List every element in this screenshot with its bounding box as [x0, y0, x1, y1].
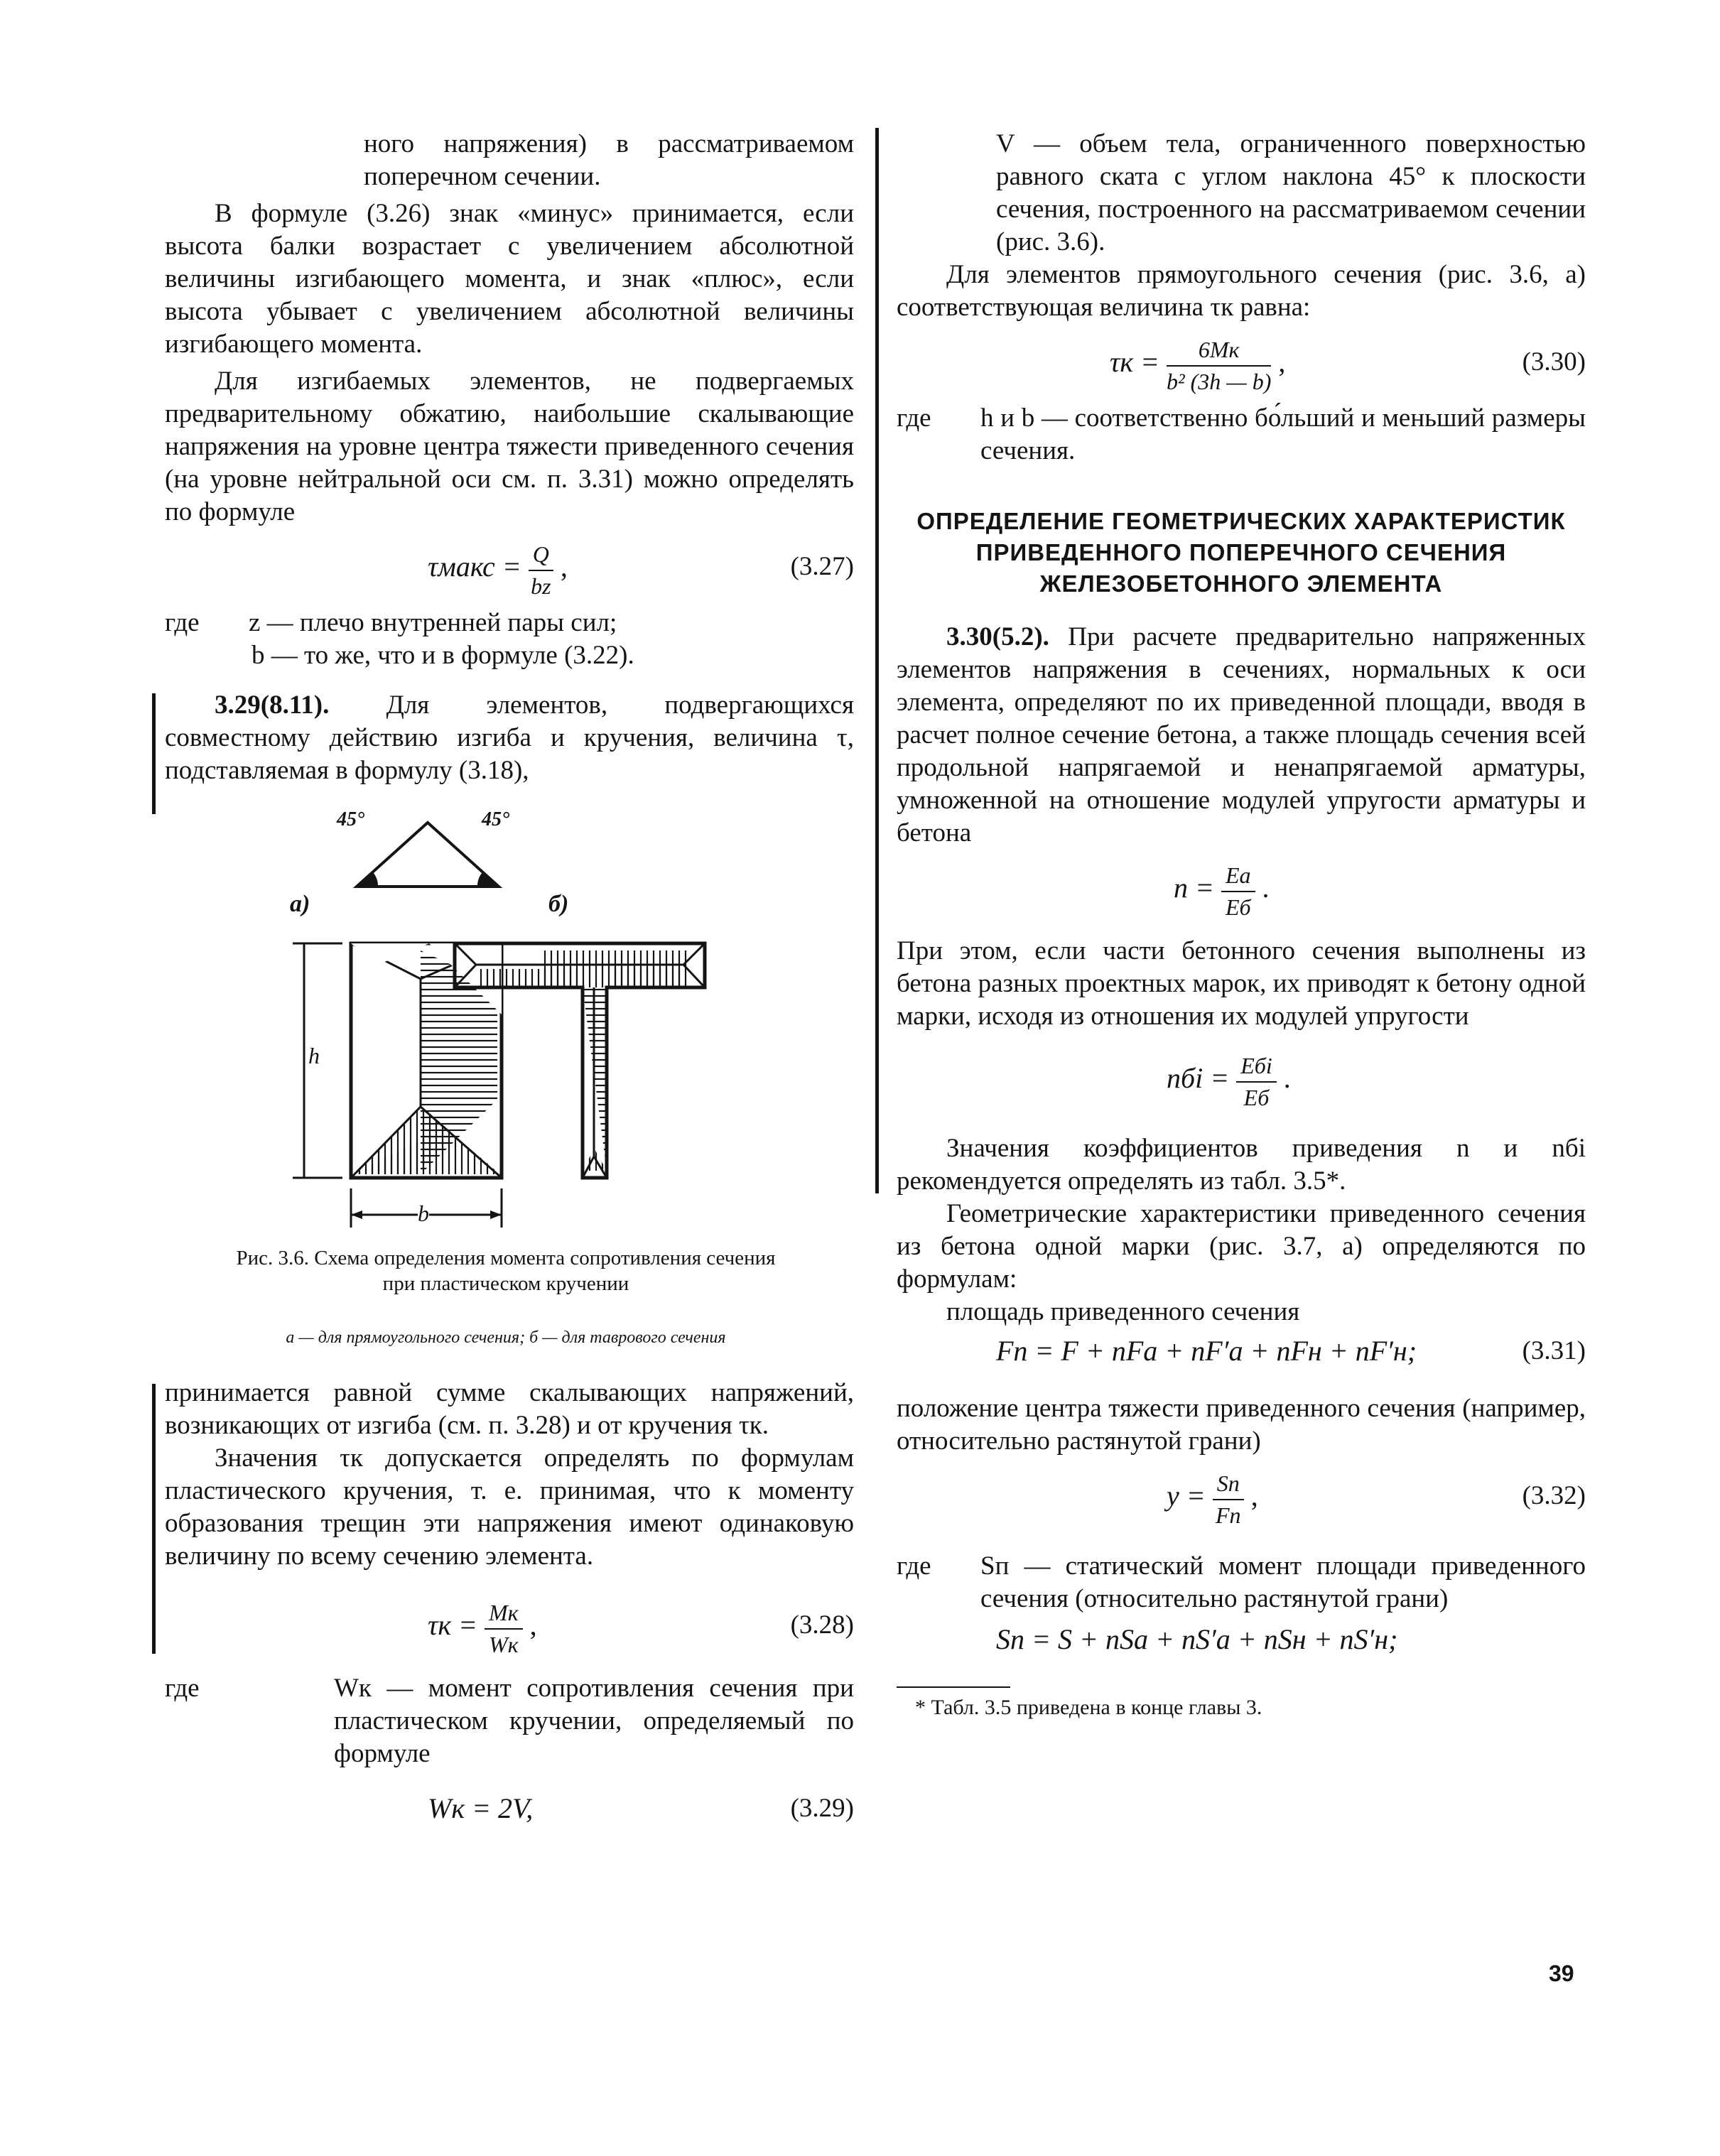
paragraph-continued: ного напряжения) в рассматриваемом поперечном сечении.	[364, 129, 854, 191]
formula-lhs: nбi =	[1167, 1062, 1230, 1095]
paragraph-3-29-text: Для элементов, подвергающихся совместному действию изгиба и кручения, величина τ, подставляемая в формулу (3.18),	[165, 690, 854, 785]
clause-number: 3.29(8.11).	[215, 690, 330, 720]
formula-3-30	[897, 324, 1586, 402]
formula-lhs: n =	[1174, 872, 1214, 904]
where-b: b — то же, что и в формуле (3.22).	[251, 641, 634, 670]
where-hb	[897, 402, 1586, 467]
left-column	[165, 128, 854, 1841]
where-z	[165, 607, 854, 639]
paragraph-grades: При этом, если части бетонного сечения выполнены из бетона разных проектных марок, их приводят к бетону одной марки, исходя из отношения их модулей упругости	[897, 936, 1586, 1031]
angle-left-label: 45°	[337, 808, 365, 830]
formula-number: (3.32)	[1522, 1481, 1586, 1510]
paragraph-3-29	[165, 689, 854, 787]
where-sn-text: Sп — статический момент площади приведенного сечения (относительно растянутой грани)	[980, 1551, 1586, 1613]
formula-denominator: Eб	[1225, 894, 1251, 920]
formula-tail: ,	[1278, 346, 1286, 379]
formula-numerator: Mк	[485, 1597, 523, 1630]
footnote: * Табл. 3.5 приведена в конце главы 3.	[915, 1696, 1262, 1719]
paragraph-centroid: положение центра тяжести приведенного сечения (например, относительно растянутой грани)	[897, 1394, 1586, 1456]
paragraph-3-30	[897, 621, 1586, 850]
formula-numerator: Eбi	[1236, 1050, 1277, 1083]
where-label: где	[165, 1674, 200, 1703]
formula-tail: .	[1283, 1062, 1291, 1095]
formula-expr: Wк = 2V,	[428, 1792, 534, 1824]
where-label: где	[897, 403, 931, 433]
formula-number: (3.30)	[1522, 347, 1586, 377]
column-divider	[875, 128, 879, 1193]
paragraph-sign-rule: В формуле (3.26) знак «минус» принимается, если высота балки возрастает с увеличением абсолютной величины изгибающего момента, и знак «плюс», если высота убывает с увеличением абсолютной величины изгибающего момента.	[165, 199, 854, 359]
angle-right-label: 45°	[482, 808, 510, 830]
where-label: где	[897, 1551, 931, 1581]
change-bar	[152, 693, 156, 814]
where-hb-text: h и b — соответственно бо́льший и меньший размеры сечения.	[980, 403, 1586, 465]
clause-number: 3.30(5.2).	[946, 622, 1049, 651]
paragraph-torsion: Значения τк допускается определять по формулам пластического кручения, т. е. принимая, что к моменту образования трещин эти напряжения имеют одинаковую величину по всему сечению элемента.	[165, 1443, 854, 1571]
formula-denominator: Fп	[1215, 1502, 1241, 1528]
label-a: а)	[290, 891, 310, 917]
formula-3-28	[165, 1587, 854, 1665]
formula-denominator: Eб	[1243, 1085, 1270, 1110]
formula-expr: Fп = F + nFа + nF′а + nFн + nF′н;	[996, 1335, 1417, 1367]
where-label: где	[165, 608, 200, 637]
formula-sn	[897, 1615, 1586, 1672]
formula-number: (3.29)	[790, 1794, 854, 1823]
paragraph-geometry: Геометрические характеристики приведенного сечения из бетона одной марки (рис. 3.7, а) определяются по формулам:	[897, 1199, 1586, 1294]
formula-lhs: τк =	[428, 1609, 478, 1642]
formula-number: (3.28)	[790, 1610, 854, 1640]
where-wk	[165, 1672, 854, 1770]
dim-h-label: h	[308, 1043, 320, 1068]
formula-3-29	[165, 1784, 854, 1841]
figure-3-6	[165, 801, 854, 1355]
right-column	[897, 128, 1586, 1722]
formula-3-31	[897, 1328, 1586, 1385]
dim-b-label: b	[418, 1201, 429, 1226]
label-b: б)	[548, 891, 569, 917]
slope-triangle	[357, 823, 499, 887]
formula-tail: ,	[1250, 1480, 1258, 1512]
where-z-text: z — плечо внутренней пары сил;	[249, 608, 617, 637]
formula-denominator: bz	[531, 573, 551, 599]
formula-numerator: Q	[529, 538, 553, 571]
formula-3-27	[165, 529, 854, 607]
where-sn	[897, 1550, 1586, 1615]
formula-denominator: b² (3h — b)	[1167, 369, 1272, 394]
change-bar	[152, 1384, 156, 1654]
formula-lhs: τмакс =	[428, 551, 521, 583]
paragraph-shear-stress: Для изгибаемых элементов, не подвергаемых предварительному обжатию, наибольшие скалывающие напряжения на уровне центра тяжести приведенного сечения (на уровне нейтральной оси см. п. 3.31) можно определять по формуле	[165, 367, 854, 526]
paragraph-area: площадь приведенного сечения	[946, 1297, 1300, 1326]
formula-3-32	[897, 1458, 1586, 1543]
formula-nbi	[897, 1033, 1586, 1125]
figure-subcaption: а — для прямоугольного сечения; б — для таврового сечения	[286, 1328, 726, 1347]
footnote-rule	[897, 1686, 1010, 1688]
paragraph-sum: принимается равной сумме скалывающих напряжений, возникающих от изгиба (см. п. 3.28) и от кручения τк.	[165, 1378, 854, 1440]
paragraph-coefficients: Значения коэффициентов приведения n и nбi рекомендуется определять из табл. 3.5*.	[897, 1134, 1586, 1196]
paragraph-volume: V — объем тела, ограниченного поверхностью равного ската с углом наклона 45° к плоскости сечения, построенного на рассматриваемом сечении (рис. 3.6).	[996, 129, 1586, 256]
page-number: 39	[1549, 1961, 1574, 1986]
figure-caption: Рис. 3.6. Схема определения момента сопротивления сечения при пластическом кручении	[236, 1247, 776, 1295]
paragraph-3-30-text: При расчете предварительно напряженных элементов напряжения в сечениях, нормальных к оси элемента, определяют по их приведенной площади, вводя в расчет полное сечение бетона, а также площадь сечения всей продольной напрягаемой и ненапрягаемой арматуры, умноженной на отношение модулей упругости арматуры и бетона	[897, 622, 1586, 847]
formula-lhs: y =	[1167, 1480, 1206, 1512]
paragraph-rect-section: Для элементов прямоугольного сечения (рис. 3.6, а) соответствующая величина τк равна:	[897, 260, 1586, 322]
formula-tail: ,	[560, 551, 568, 583]
where-wk-text: Wк — момент сопротивления сечения при пластическом кручении, определяемый по формуле	[334, 1674, 854, 1768]
formula-lhs: τк =	[1110, 346, 1160, 379]
formula-numerator: Sп	[1213, 1468, 1244, 1500]
formula-expr: Sп = S + nSа + nS′а + nSн + nS′н;	[996, 1623, 1398, 1655]
formula-n	[897, 850, 1586, 935]
formula-tail: ,	[529, 1609, 537, 1642]
formula-number: (3.31)	[1522, 1336, 1586, 1365]
section-heading: ОПРЕДЕЛЕНИЕ ГЕОМЕТРИЧЕСКИХ ХАРАКТЕРИСТИК ПРИВЕДЕННОГО ПОПЕРЕЧНОГО СЕЧЕНИЯ ЖЕЛЕЗОБЕТОННОГО ЭЛЕМЕНТА	[916, 508, 1566, 597]
formula-numerator: Eа	[1221, 860, 1255, 892]
formula-number: (3.27)	[790, 552, 854, 581]
formula-denominator: Wк	[489, 1632, 519, 1657]
formula-tail: .	[1262, 872, 1270, 904]
formula-numerator: 6Mк	[1167, 334, 1271, 367]
